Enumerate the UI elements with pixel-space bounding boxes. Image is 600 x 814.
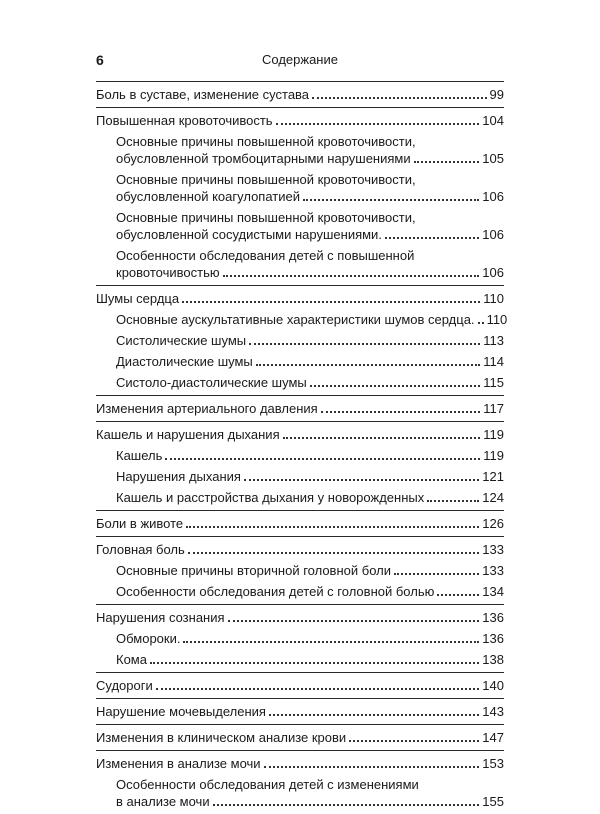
toc-entry-title: обусловленной коагулопатией <box>116 189 300 204</box>
toc-entry-title: Головная боль <box>96 542 185 557</box>
toc-entry-title: Основные причины вторичной головной боли <box>116 563 391 578</box>
page-number: 6 <box>96 52 104 68</box>
page-header <box>0 52 600 72</box>
dot-leader <box>427 499 479 502</box>
toc-chapter-entry[interactable] <box>96 426 504 443</box>
toc-chapter-entry[interactable] <box>96 515 504 532</box>
dot-leader <box>223 274 480 277</box>
toc-chapter-entry[interactable] <box>96 703 504 720</box>
toc-entry-title: Диастолические шумы <box>116 354 253 369</box>
toc-chapter-entry[interactable] <box>96 290 504 307</box>
toc-page-number: 126 <box>482 516 504 531</box>
toc-subentry[interactable] <box>96 468 504 485</box>
toc-entry-title: Кашель <box>116 448 163 463</box>
toc-entry-title: в анализе мочи <box>116 794 210 809</box>
dot-leader <box>156 687 480 690</box>
dot-leader <box>437 593 479 596</box>
toc-entry-title: Нарушения сознания <box>96 610 225 625</box>
dot-leader <box>276 122 480 125</box>
table-of-contents <box>96 81 508 814</box>
toc-chapter-entry[interactable] <box>96 755 504 772</box>
toc-page-number: 104 <box>482 113 504 128</box>
dot-leader <box>186 525 479 528</box>
dot-leader <box>349 739 479 742</box>
toc-entry-title: Кома <box>116 652 147 667</box>
toc-chapter-entry[interactable] <box>96 112 504 129</box>
toc-page-number: 106 <box>482 227 504 242</box>
toc-section <box>96 605 504 672</box>
toc-entry-title: Шумы сердца <box>96 291 180 306</box>
dot-leader <box>269 713 479 716</box>
toc-page-number: 99 <box>489 87 504 102</box>
toc-subentry[interactable] <box>96 776 504 810</box>
toc-section <box>96 511 504 536</box>
toc-subentry[interactable] <box>96 209 504 243</box>
toc-page-number: 138 <box>482 652 504 667</box>
toc-section <box>96 108 504 285</box>
toc-entry-title: Кашель и расстройства дыхания у новорожденных <box>116 490 425 505</box>
toc-page-number: 121 <box>482 469 504 484</box>
dot-leader <box>478 321 484 324</box>
toc-entry-title: Изменения в клиническом анализе крови <box>96 730 347 745</box>
dot-leader <box>213 803 480 806</box>
toc-section <box>96 725 504 750</box>
dot-leader <box>150 661 479 664</box>
toc-chapter-entry[interactable] <box>96 609 504 626</box>
toc-subentry[interactable] <box>96 651 504 668</box>
toc-section <box>96 751 504 814</box>
toc-section <box>96 699 504 724</box>
toc-entry-title: Боли в животе <box>96 516 184 531</box>
toc-page-number: 115 <box>483 375 504 390</box>
dot-leader <box>256 363 481 366</box>
toc-entry-title: Систоло-диастолические шумы <box>116 375 307 390</box>
toc-subentry[interactable] <box>96 332 504 349</box>
toc-entry-title: Обмороки. <box>116 631 181 646</box>
toc-page-number: 133 <box>482 542 504 557</box>
toc-page-number: 117 <box>483 401 504 416</box>
toc-section <box>96 82 504 107</box>
toc-page-number: 105 <box>482 151 504 166</box>
dot-leader <box>414 160 480 163</box>
toc-page-number: 136 <box>482 631 504 646</box>
toc-subentry[interactable] <box>96 133 504 167</box>
toc-subentry[interactable] <box>96 630 504 647</box>
toc-entry-title: Основные аускультативные характеристики шумов сердца. <box>116 312 475 327</box>
toc-entry-title: Боль в суставе, изменение сустава <box>96 87 310 102</box>
toc-subentry[interactable] <box>96 489 504 506</box>
toc-chapter-entry[interactable] <box>96 86 504 103</box>
toc-subentry[interactable] <box>96 374 504 391</box>
toc-chapter-entry[interactable] <box>96 400 504 417</box>
toc-section <box>96 673 504 698</box>
dot-leader <box>244 478 479 481</box>
toc-page-number: 153 <box>482 756 504 771</box>
toc-entry-title: Нарушения дыхания <box>116 469 241 484</box>
toc-entry-title: Кашель и нарушения дыхания <box>96 427 280 442</box>
toc-subentry[interactable] <box>96 247 504 281</box>
toc-entry-title-line: Основные причины повышенной кровоточивости, <box>116 134 416 149</box>
toc-entry-title: Судороги <box>96 678 153 693</box>
toc-page-number: 124 <box>482 490 504 505</box>
toc-entry-title-line: Особенности обследования детей с изменениями <box>116 777 419 792</box>
toc-page-number: 114 <box>483 354 504 369</box>
dot-leader <box>310 384 481 387</box>
toc-page-number: 119 <box>483 427 504 442</box>
toc-entry-title: Изменения артериального давления <box>96 401 318 416</box>
toc-page-number: 119 <box>483 448 504 463</box>
toc-chapter-entry[interactable] <box>96 729 504 746</box>
dot-leader <box>394 572 479 575</box>
dot-leader <box>183 640 479 643</box>
toc-entry-title-line: Основные причины повышенной кровоточивости, <box>116 172 416 187</box>
dot-leader <box>303 198 479 201</box>
toc-page-number: 133 <box>482 563 504 578</box>
toc-page-number: 155 <box>482 794 504 809</box>
dot-leader <box>385 236 479 239</box>
toc-entry-title: Особенности обследования детей с головной болью <box>116 584 435 599</box>
toc-section <box>96 286 508 395</box>
toc-section <box>96 422 504 510</box>
dot-leader <box>312 96 486 99</box>
toc-page-number: 140 <box>482 678 504 693</box>
toc-entry-title-line: Основные причины повышенной кровоточивости, <box>116 210 416 225</box>
toc-entry-title: кровоточивостью <box>116 265 220 280</box>
toc-subentry[interactable] <box>96 583 504 600</box>
dot-leader <box>228 619 480 622</box>
toc-entry-title: обусловленной тромбоцитарными нарушениями <box>116 151 411 166</box>
toc-subentry[interactable] <box>96 171 504 205</box>
toc-entry-title: Систолические шумы <box>116 333 247 348</box>
dot-leader <box>182 300 480 303</box>
toc-page-number: 136 <box>482 610 504 625</box>
dot-leader <box>283 436 481 439</box>
toc-subentry[interactable] <box>96 447 504 464</box>
toc-entry-title: Нарушение мочевыделения <box>96 704 266 719</box>
toc-section <box>96 537 504 604</box>
toc-page-number: 113 <box>483 333 504 348</box>
toc-entry-title: обусловленной сосудистыми нарушениями. <box>116 227 382 242</box>
dot-leader <box>264 765 480 768</box>
toc-subentry[interactable] <box>96 311 508 328</box>
toc-subentry[interactable] <box>96 562 504 579</box>
dot-leader <box>165 457 480 460</box>
toc-section <box>96 396 504 421</box>
toc-page-number: 134 <box>482 584 504 599</box>
dot-leader <box>321 410 481 413</box>
toc-chapter-entry[interactable] <box>96 677 504 694</box>
toc-subentry[interactable] <box>96 353 504 370</box>
toc-chapter-entry[interactable] <box>96 541 504 558</box>
toc-entry-title: Изменения в анализе мочи <box>96 756 261 771</box>
toc-page-number: 106 <box>482 265 504 280</box>
toc-entry-title-line: Особенности обследования детей с повышенной <box>116 248 415 263</box>
toc-page-number: 143 <box>482 704 504 719</box>
dot-leader <box>249 342 480 345</box>
toc-page-number: 147 <box>482 730 504 745</box>
toc-entry-title: Повышенная кровоточивость <box>96 113 273 128</box>
toc-page-number: 106 <box>482 189 504 204</box>
running-head-title: Содержание <box>262 52 338 67</box>
toc-page-number: 110 <box>486 312 508 327</box>
toc-page-number: 110 <box>483 291 504 306</box>
dot-leader <box>188 551 480 554</box>
